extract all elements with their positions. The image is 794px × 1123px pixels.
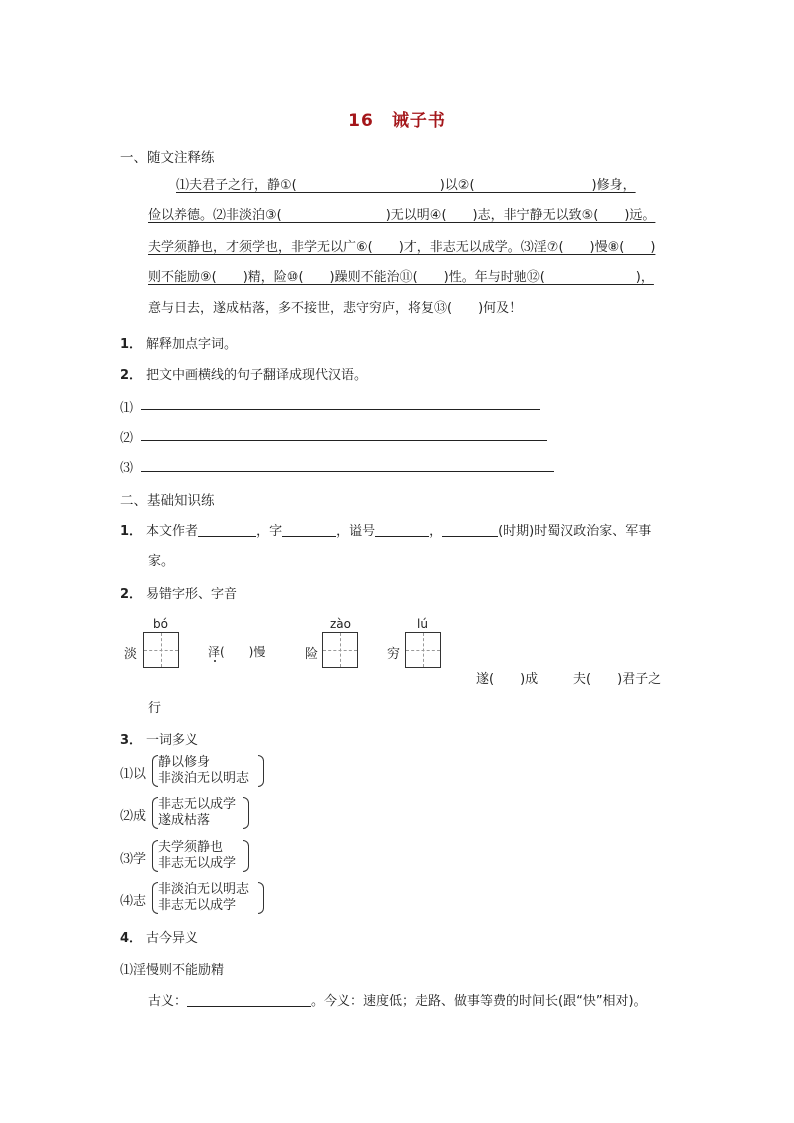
polysemy-3-line-2: 非志无以成学 [158,856,237,871]
blank-ancient-meaning[interactable] [187,993,311,1007]
passage-line-4: 则不能励⑨( )精，险⑩( )躁则不能治⑪( )性。年与时驰⑫( )， [148,270,654,285]
right-brace-1 [258,755,264,787]
passage-line-3: 夫学须静也，才须学也，非学无以广⑥( )才，非志无以成学。⑶淫⑦( )慢⑧( ) [148,240,656,255]
passage-line-5: 意与日去，遂成枯落，多不接世，悲守穷庐，将复⑬( )何及！ [148,301,523,316]
blank-period[interactable] [442,523,498,537]
writing-grid-3[interactable] [405,632,441,668]
item-ze-man: 泽( )慢 [208,645,266,659]
right-brace-2 [243,797,249,829]
question-2-3: 3． 一词多义 [120,733,199,748]
polysemy-label-3: ⑶学 [120,852,147,867]
blank-courtesy-name[interactable] [282,523,336,537]
emphasis-dot [214,660,216,662]
right-brace-3 [243,840,249,872]
blank-posthumous-title[interactable] [375,523,429,537]
answer-line-label-2: ⑵ [120,431,134,446]
answer-line-3[interactable] [141,471,554,472]
pinyin-bo: bó [153,617,168,631]
question-1-2: 2． 把文中画横线的句子翻译成现代汉语。 [120,368,368,383]
pinyin-lu: lú [417,617,428,631]
passage-line-2: 俭以养德。⑵非淡泊③( )无以明④( )志，非宁静无以致⑤( )远。 [148,208,656,223]
polysemy-label-2: ⑵成 [120,809,147,824]
polysemy-4-line-2: 非志无以成学 [158,898,237,913]
passage-line-1: ⑴夫君子之行，静①( )以②( )修身， [176,178,636,193]
question-2-4-sub-1: ⑴淫慢则不能励精 [120,963,225,978]
answer-line-label-1: ⑴ [120,401,134,416]
blank-author[interactable] [198,523,256,537]
page-title: 16 诫子书 [348,111,446,131]
section1-heading: 一、随文注释练 [120,150,215,166]
pinyin-zao: zào [330,617,351,631]
writing-grid-1[interactable] [143,632,179,668]
right-brace-4 [258,882,264,914]
polysemy-3-line-1: 夫学须静也 [158,840,224,855]
question-2-1-cont: 家。 [148,554,175,569]
polysemy-1-line-2: 非淡泊无以明志 [158,771,250,786]
question-2-1: 1． 本文作者 ，字 ，谥号 ， (时期)时蜀汉政治家、军事 [120,524,652,539]
polysemy-label-1: ⑴以 [120,767,147,782]
question-2-4-answer: 古义： 。今义：速度低；走路、做事等费的时间长(跟“快”相对)。 [148,994,647,1009]
polysemy-4-line-1: 非淡泊无以明志 [158,882,250,897]
writing-grid-2[interactable] [322,632,358,668]
question-2-2: 2． 易错字形、字音 [120,587,238,602]
item-sui-cheng: 遂( )成 [476,672,539,687]
char-dan: 淡 [124,647,138,662]
char-qiong: 穷 [387,647,401,662]
question-1-1: 1． 解释加点字词。 [120,337,238,352]
answer-line-2[interactable] [141,440,547,441]
polysemy-2-line-2: 遂成枯落 [158,813,211,828]
polysemy-1-line-1: 静以修身 [158,755,211,770]
section2-heading: 二、基础知识练 [120,493,215,509]
question-2-4: 4． 古今异义 [120,931,199,946]
answer-line-1[interactable] [141,409,540,410]
polysemy-label-4: ⑷志 [120,894,147,909]
item-fu-junzi-cont: 行 [148,701,162,716]
answer-line-label-3: ⑶ [120,461,134,476]
polysemy-2-line-1: 非志无以成学 [158,797,237,812]
item-fu-junzi: 夫( )君子之 [573,672,662,687]
char-xian: 险 [305,647,319,662]
